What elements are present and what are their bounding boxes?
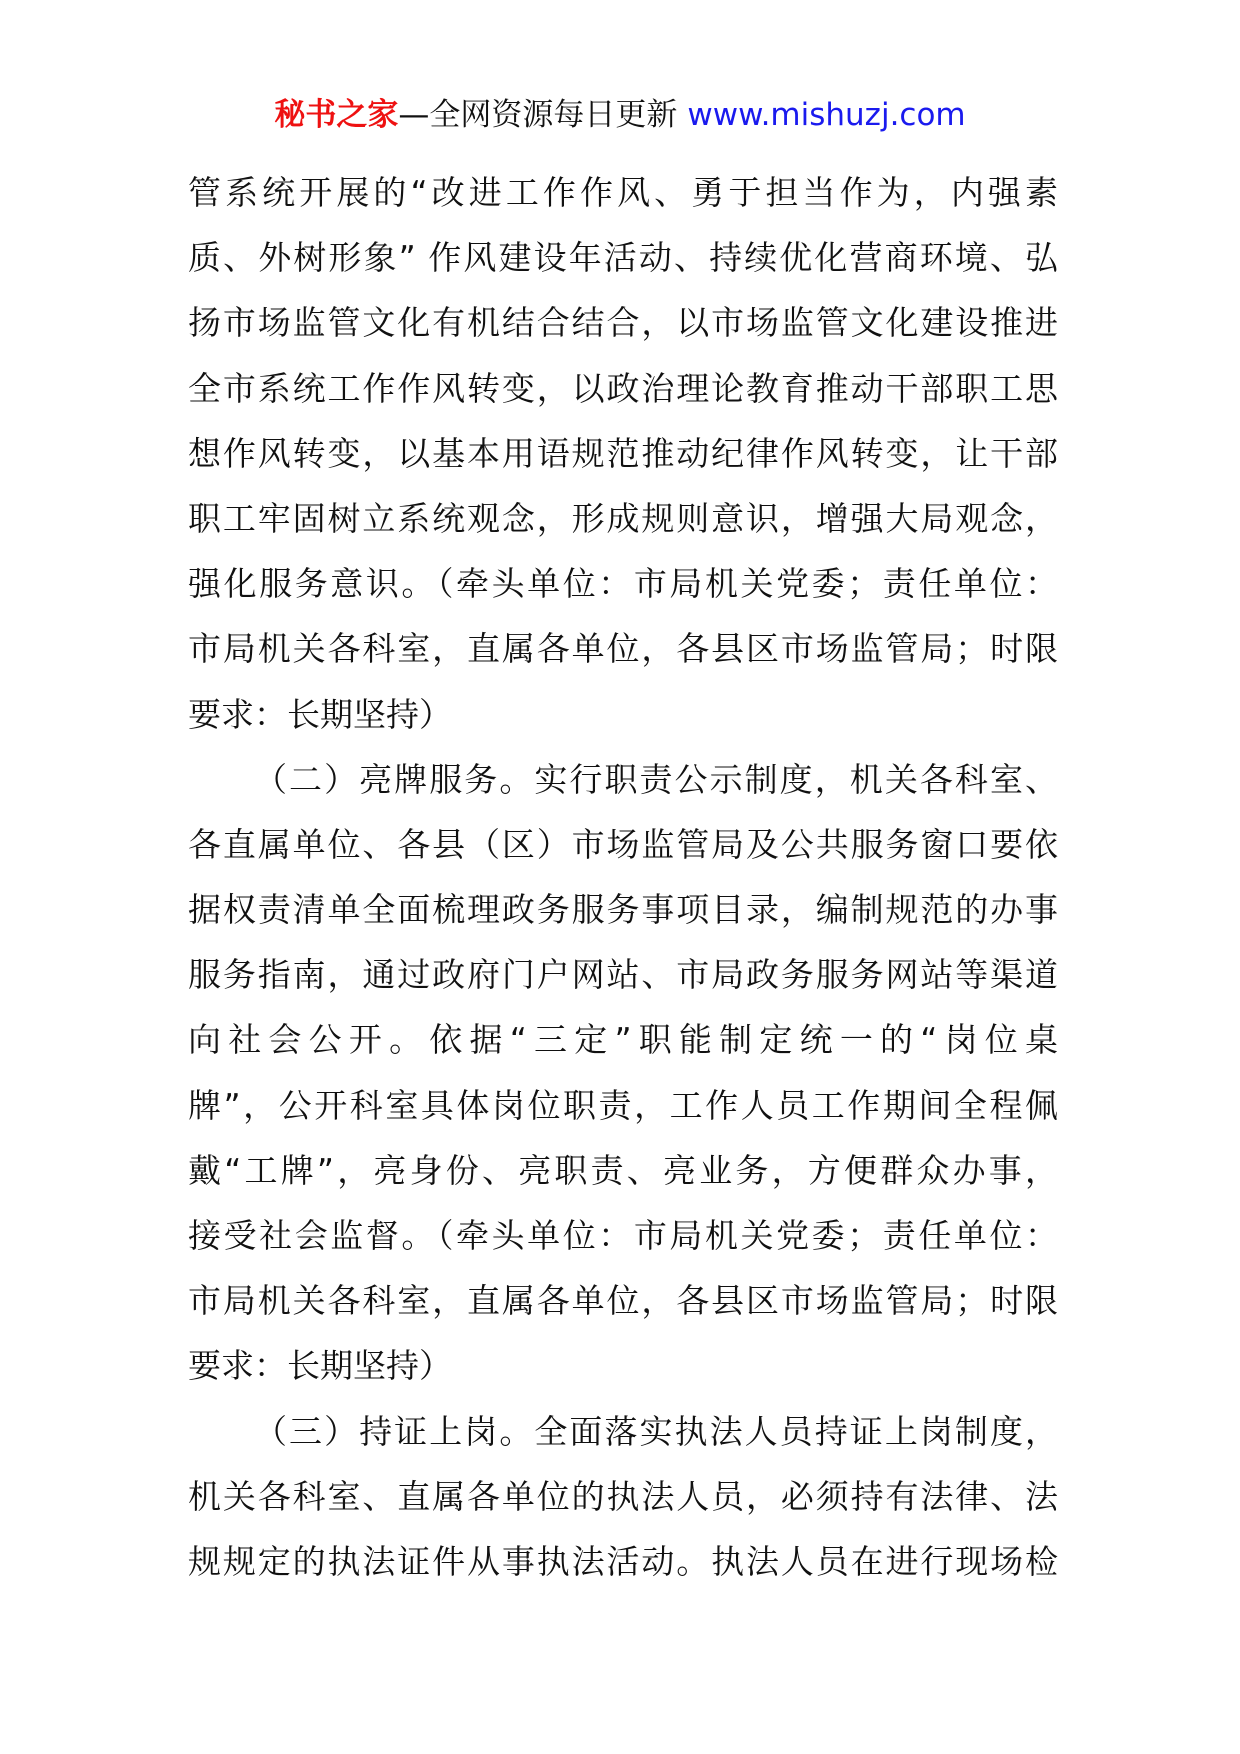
website-link[interactable]: www.mishuzj.com [687,97,966,133]
text-line: 机关各科室、直属各单位的执法人员，必须持有法律、法 [188,1476,1058,1516]
text-line: 职工牢固树立系统观念，形成规则意识，增强大局观念， [188,498,1058,538]
text-line: 各直属单位、各县（区）市场监管局及公共服务窗口要依 [188,824,1058,864]
watermark-header [0,95,1240,135]
text-line: 强化服务意识。（牵头单位：市局机关党委；责任单位： [188,564,1058,604]
text-line: 质、外树形象” 作风建设年活动、持续优化营商环境、弘 [188,238,1058,278]
document-body [188,160,1058,1594]
paragraph-section-2 [188,747,1058,1399]
text-line: （三）持证上岗。全面落实执法人员持证上岗制度， [254,1411,1058,1451]
paragraph-continued [188,160,1058,747]
text-line: 戴“工牌”，亮身份、亮职责、亮业务，方便群众办事， [188,1150,1058,1190]
text-line: 要求：长期坚持） [188,1346,452,1386]
text-line: 想作风转变，以基本用语规范推动纪律作风转变，让干部 [188,433,1058,473]
text-line: 服务指南，通过政府门户网站、市局政务服务网站等渠道 [188,955,1058,995]
paragraph-section-3 [188,1399,1058,1595]
text-line: 扬市场监管文化有机结合结合，以市场监管文化建设推进 [188,303,1058,343]
text-line: 接受社会监督。（牵头单位：市局机关党委；责任单位： [188,1216,1058,1255]
brand-name: 秘书之家 [274,97,399,133]
text-line: 牌”，公开科室具体岗位职责，工作人员工作期间全程佩 [188,1085,1058,1125]
text-line: 据权责清单全面梳理政务服务事项目录，编制规范的办事 [188,890,1058,930]
text-line: 全市系统工作作风转变，以政治理论教育推动干部职工思 [188,368,1058,408]
header-tagline: —全网资源每日更新 [398,97,678,133]
text-line: 市局机关各科室，直属各单位，各县区市场监管局；时限 [188,1281,1058,1321]
text-line: 管系统开展的“改进工作作风、勇于担当作为，内强素 [188,173,1058,212]
text-line: 向社会公开。依据“三定”职能制定统一的“岗位桌 [188,1020,1058,1060]
text-line: 规规定的执法证件从事执法活动。执法人员在进行现场检 [188,1541,1058,1581]
text-line: （二）亮牌服务。实行职责公示制度，机关各科室、 [254,759,1058,799]
text-line: 市局机关各科室，直属各单位，各县区市场监管局；时限 [188,629,1058,669]
text-line: 要求：长期坚持） [188,694,452,734]
